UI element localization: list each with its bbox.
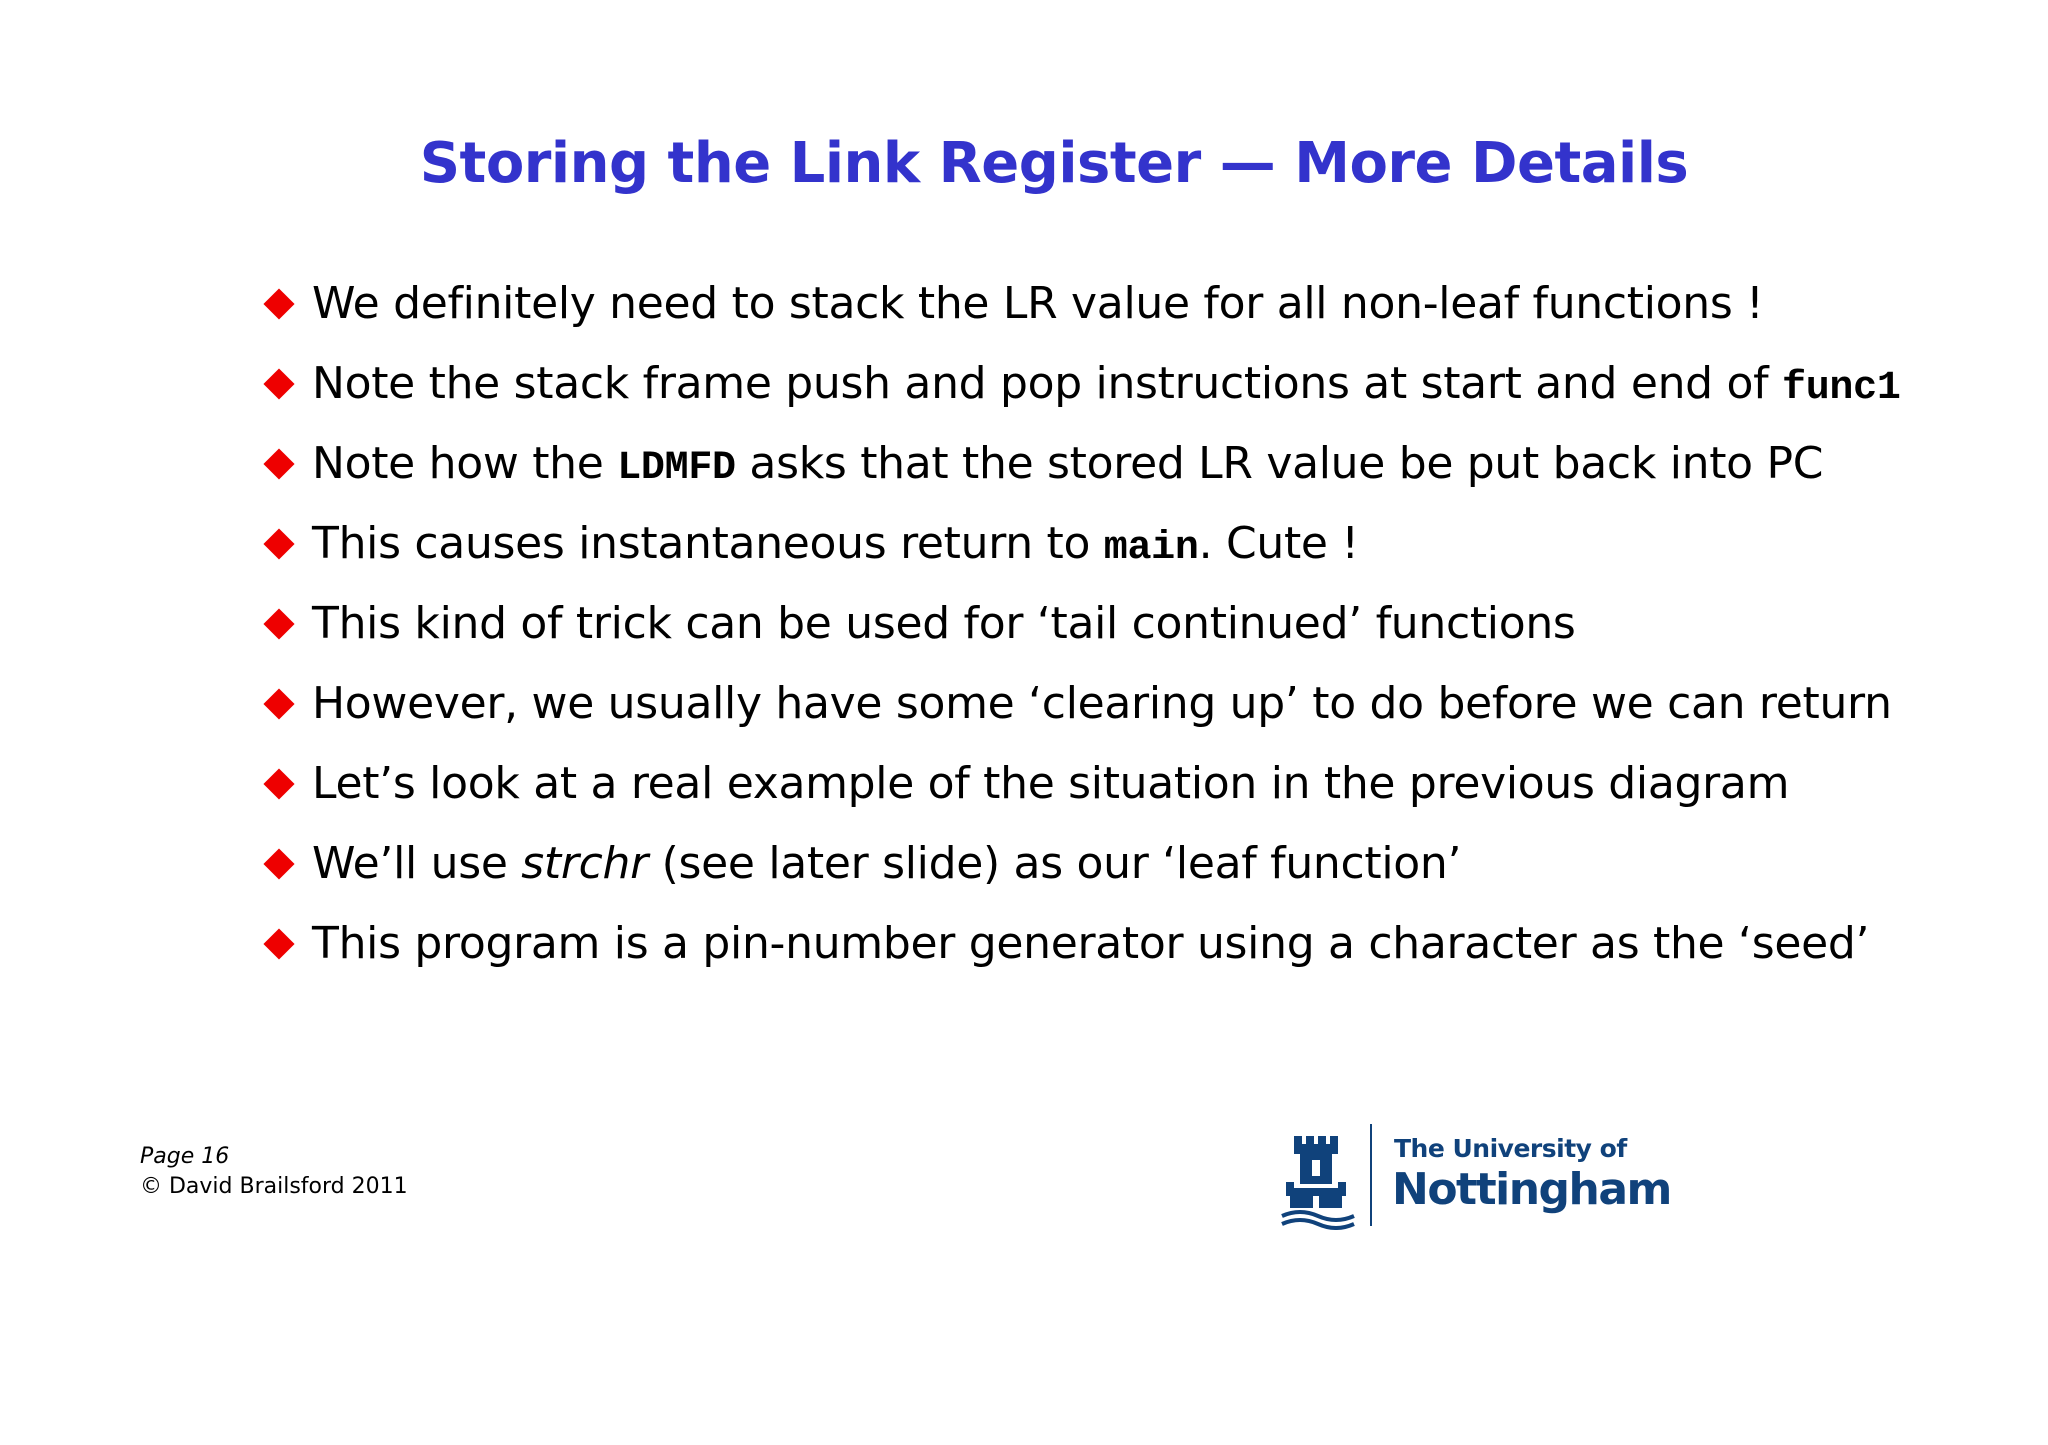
bullet-diamond-icon	[263, 848, 294, 879]
text-span: This kind of trick can be used for ‘tail continued’ functions	[312, 598, 1576, 649]
bullet-text	[312, 264, 1764, 344]
code-span: LDMFD	[617, 446, 736, 491]
bullet-diamond-icon	[263, 448, 294, 479]
bullet-diamond-icon	[263, 768, 294, 799]
bullet-diamond-icon	[263, 608, 294, 639]
bullet-diamond-icon	[263, 528, 294, 559]
bullet-diamond-icon	[263, 688, 294, 719]
logo-text-line1: The University of	[1394, 1134, 1627, 1163]
bullet-text	[312, 744, 1789, 824]
text-span: Let’s look at a real example of the situation in the previous diagram	[312, 758, 1790, 809]
bullet-text	[312, 904, 1869, 984]
text-span: We’ll use	[312, 838, 522, 889]
text-span: (see later slide) as our ‘leaf function’	[647, 838, 1462, 889]
code-span: main	[1103, 526, 1199, 571]
text-span: This causes instantaneous return to	[312, 518, 1104, 569]
text-span: However, we usually have some ‘clearing up’ to do before we can return	[312, 678, 1892, 729]
text-span: Note how the	[312, 438, 618, 489]
bullet-text	[312, 824, 1461, 904]
slide-title: Storing the Link Register — More Details	[419, 131, 1689, 196]
bullet-text	[312, 424, 1823, 509]
text-span: Note the stack frame push and pop instructions at start and end of	[312, 358, 1782, 409]
bullet-text	[312, 584, 1576, 664]
bullet-diamond-icon	[263, 288, 294, 319]
text-span: We definitely need to stack the LR value for all non-leaf functions !	[312, 278, 1764, 329]
text-span: . Cute !	[1198, 518, 1359, 569]
italic-span: strchr	[521, 838, 648, 889]
logo-divider	[1370, 1124, 1372, 1226]
bullet-diamond-icon	[263, 928, 294, 959]
castle-crest-icon	[1280, 1130, 1356, 1230]
code-span: func1	[1782, 366, 1901, 411]
bullet-diamond-icon	[263, 368, 294, 399]
text-span: This program is a pin-number generator using a character as the ‘seed’	[312, 918, 1870, 969]
logo-text-line2: Nottingham	[1392, 1164, 1671, 1215]
university-logo	[1280, 1122, 1671, 1232]
bullet-text	[312, 504, 1359, 589]
text-span: asks that the stored LR value be put back into PC	[735, 438, 1824, 489]
copyright: © David Brailsford 2011	[140, 1174, 408, 1199]
bullet-text	[312, 664, 1892, 744]
footer	[140, 1142, 408, 1202]
page-number: Page 16	[140, 1144, 230, 1169]
bullet-text	[312, 344, 1901, 429]
